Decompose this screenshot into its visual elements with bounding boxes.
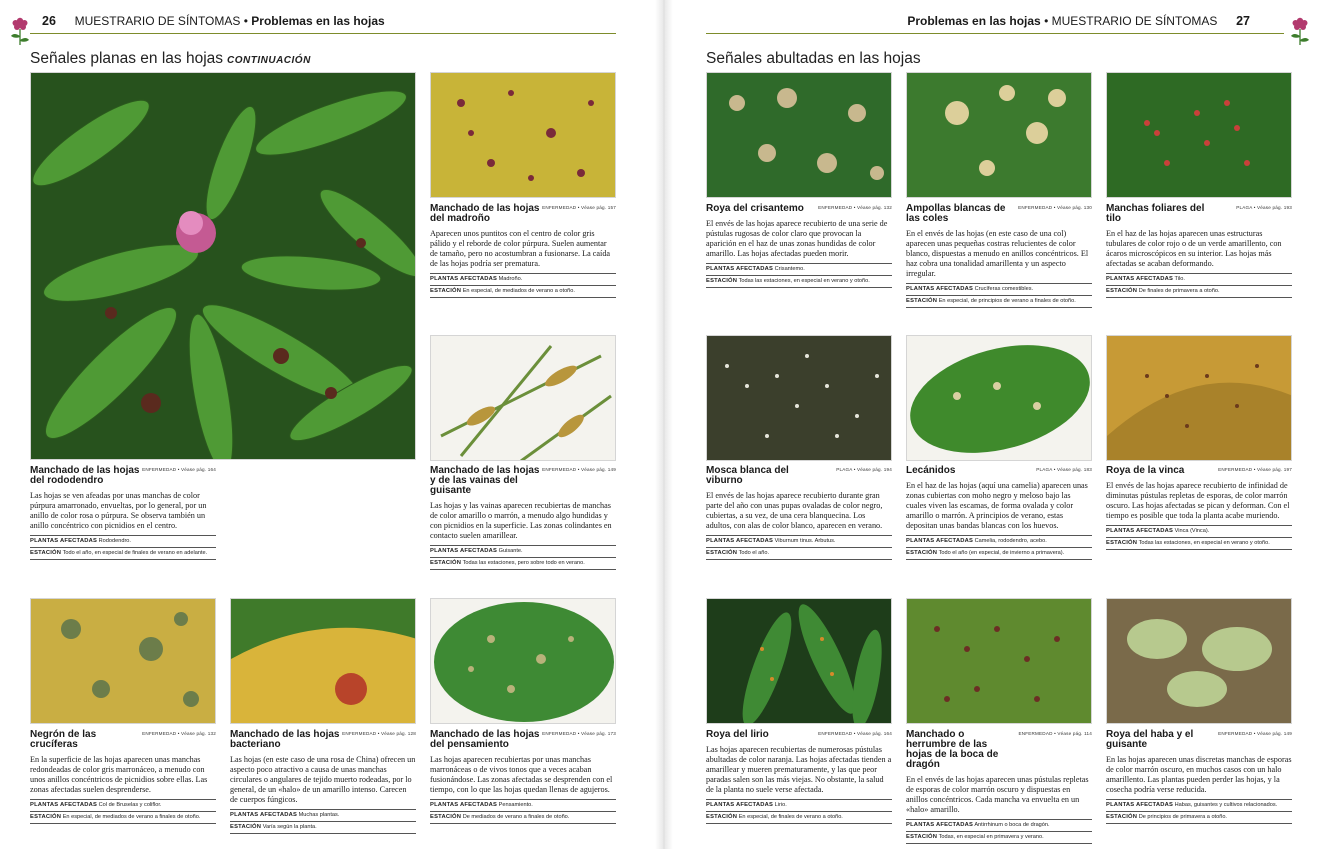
season-label: ESTACIÓN [230,824,262,830]
section-title [706,50,921,68]
entry-description: En el envés de las hojas aparecen unas pústulas repletas de esporas de color marrón oscuro y dispuestas en anillos concéntricos. Cada mancha va envuelta en un «halo» amarillo. [906,775,1089,814]
entry-title: Manchado de las hojas del pensamiento [430,729,540,750]
header-chapter: Problemas en las hojas [251,14,385,28]
entry-haba [1106,730,1292,824]
entry-tag: ENFERMEDAD • Véase pág. 173 [542,731,616,736]
photo-lirio [706,598,892,724]
entry-boca-dragon [906,730,1092,844]
plants-value: Crucíferas comestibles. [974,286,1034,292]
entry-meta [30,799,216,824]
entry-lecanidos [906,466,1092,560]
season-label: ESTACIÓN [906,550,938,556]
season-label: ESTACIÓN [706,550,738,556]
entry-tag: ENFERMEDAD • Véase pág. 149 [1218,731,1292,736]
entry-title: Roya del haba y el guisante [1106,729,1194,750]
entry-meta [906,283,1092,308]
section-title-text: Señales planas en las hojas [30,50,224,67]
photo-coles [906,72,1092,198]
entry-description: Las hojas (en este caso de una rosa de China) ofrecen un aspecto poco atractivo a causa de unas manchas circulares o angulares de tejido muerto rodeadas, por lo general, de un «halo» de un amarillo intenso. Carecen de cuerpos fúngicos. [230,755,416,804]
entry-title: Lecánidos [906,465,956,476]
plants-value: Vinca (Vinca). [1174,528,1210,534]
entry-cruciferas [30,730,216,824]
season-label: ESTACIÓN [906,298,938,304]
plants-label: PLANTAS AFECTADAS [906,538,974,544]
entry-pensamiento [430,730,616,824]
season-label: ESTACIÓN [1106,814,1138,820]
photo-madrono [430,72,616,198]
photo-guisante [430,335,616,461]
entry-tag: ENFERMEDAD • Véase pág. 132 [818,205,892,210]
entry-description: En el envés de las hojas (en este caso de una col) aparecen unas pequeñas costras relucientes de color blanco, dispuestas a menudo en anillos concéntricos. El haz cobra una tonalidad amarillenta y un aspecto irregular. [906,229,1089,278]
entry-tag: ENFERMEDAD • Véase pág. 164 [142,467,216,472]
section-title-suffix: CONTINUACIÓN [227,55,311,66]
section-title-text: Señales abultadas en las hojas [706,50,921,67]
plants-label: PLANTAS AFECTADAS [906,286,974,292]
plants-label: PLANTAS AFECTADAS [430,802,498,808]
season-label: ESTACIÓN [1106,540,1138,546]
entry-description: Aparecen unos puntitos con el centro de color gris pálido y el reborde de color púrpura. Suelen aumentar de tamaño, pero no acostumbran a fusionarse. La caída de las hojas podría ser prematura. [430,229,611,268]
entry-title: Roya de la vinca [1106,465,1185,476]
entry-description: En el haz de las hojas aparecen unas estructuras tubulares de color rojo o de un verde amarillento, con ácaros microscópicos en su interior. Las hojas más afectadas se acaban deformando. [1106,229,1282,268]
season-label: ESTACIÓN [706,278,738,284]
entry-description: Las hojas aparecen recubiertas por unas manchas marronáceas o de vivos tonos que a veces acaban fusionándose. Las zonas afectadas se desprenden con el tiempo, con lo que las hojas quedan llenas de agujeros. [430,755,613,794]
photo-cruciferas [30,598,216,724]
plants-value: Camelia, rododendro, acebo. [974,538,1047,544]
entry-tag: ENFERMEDAD • Véase pág. 132 [142,731,216,736]
plants-value: Guisante. [498,548,523,554]
entry-title: Manchado de las hojas y de las vainas del guisante [430,465,540,496]
season-value: Todas las estaciones, pero sobre todo en verano. [462,560,585,566]
photo-crisantemo [706,72,892,198]
plants-value: Antirrhinum o boca de dragón. [974,822,1050,828]
season-value: Todo el año. [738,550,770,556]
left-page [0,0,660,849]
photo-rododendro [30,72,416,460]
plants-label: PLANTAS AFECTADAS [706,538,774,544]
flower-icon [8,14,32,46]
header-section: MUESTRARIO DE SÍNTOMAS [1051,14,1218,28]
entry-title: Ampollas blancas de las coles [906,203,1006,224]
entry-description: Las hojas aparecen recubiertas de numerosas pústulas abultadas de color naranja. Las hojas afectadas tienden a amarillear y mueren prematuramente, y las que peor paradas salen son las más viejas. No obstante, la salud de la planta no suele verse afectada. [706,745,892,794]
plants-value: Rododendro. [98,538,131,544]
plants-label: PLANTAS AFECTADAS [1106,802,1174,808]
entry-tag: ENFERMEDAD • Véase pág. 128 [342,731,416,736]
season-value: De mediados de verano a finales de otoño. [462,814,570,820]
plants-label: PLANTAS AFECTADAS [430,548,498,554]
entry-title: Roya del crisantemo [706,203,804,214]
entry-description: En la superficie de las hojas aparecen unas manchas redondeadas de color gris marronáceo, a menudo con unos anillos concéntricos de picnidios sobre ellas. Las zonas afectadas suelen desprenderse. [30,755,208,794]
entry-title: Negrón de las crucíferas [30,729,97,750]
entry-rododendro [30,466,216,560]
entry-lirio [706,730,892,824]
season-value: Todo el año (en especial, de invierno a primavera). [938,550,1065,556]
season-label: ESTACIÓN [430,288,462,294]
entry-description: Las hojas y las vainas aparecen recubiertas de manchas de color amarillo o marrón, a menudo algo hundidas y con picnidios en la superficie. Las zonas colindantes en contacto suelen amarillear. [430,501,612,540]
entry-description: El envés de las hojas aparece recubierto de una serie de pústulas rugosas de color claro que provocan la aparición en el haz de unas zonas hundidas de color amarillo. Las hojas afectadas pueden morir. [706,219,888,258]
plants-value: Viburnum tinus. Arbutus. [774,538,836,544]
plants-label: PLANTAS AFECTADAS [706,266,774,272]
season-label: ESTACIÓN [430,560,462,566]
plants-label: PLANTAS AFECTADAS [1106,528,1174,534]
season-value: En especial, de mediados de verano a finales de otoño. [62,814,201,820]
entry-title: Roya del lirio [706,729,769,740]
entry-tag: ENFERMEDAD • Véase pág. 164 [818,731,892,736]
photo-viburno [706,335,892,461]
entry-meta [430,799,616,824]
season-label: ESTACIÓN [430,814,462,820]
entry-tag: PLAGA • Véase pág. 183 [1036,467,1092,472]
header-separator: • [243,14,248,28]
season-value: De finales de primavera a otoño. [1138,288,1220,294]
season-label: ESTACIÓN [1106,288,1138,294]
page-header [42,14,385,28]
section-title [30,50,311,68]
header-section: MUESTRARIO DE SÍNTOMAS [74,14,241,28]
entry-description: En el haz de las hojas (aquí una camelia) aparecen unas zonas cubiertas con moho negro y meloso bajo las cuales viven las escamas, de forma ovalada y color amarillo o marrón. A principios de verano, estas depositan unas bandas blancas con los huevos. [906,481,1088,530]
season-value: En especial, de principios de verano a finales de otoño. [938,298,1076,304]
entry-title: Manchado o herrumbre de las hojas de la boca de dragón [906,729,999,770]
right-page [668,0,1328,849]
plants-value: Pensamiento. [498,802,533,808]
entry-description: En las hojas aparecen unas discretas manchas de esporas de color marrón oscuro, en muchos casos con un halo amarillento. Las plantas pueden perder las hojas, y la cosecha podría verse reducida. [1106,755,1292,794]
entry-madrono [430,204,616,298]
entry-meta [1106,799,1292,824]
page-header [907,14,1250,28]
season-value: En especial, de mediados de verano a otoño. [462,288,575,294]
entry-tag: ENFERMEDAD • Véase pág. 149 [542,467,616,472]
photo-lecanidos [906,335,1092,461]
header-rule [30,33,616,34]
plants-label: PLANTAS AFECTADAS [430,276,498,282]
plants-label: PLANTAS AFECTADAS [1106,276,1174,282]
entry-tag: PLAGA • Véase pág. 194 [836,467,892,472]
plants-value: Crisantemo. [774,266,805,272]
page-number: 26 [42,14,56,28]
entry-meta [430,273,616,298]
season-value: De principios de primavera a otoño. [1138,814,1227,820]
plants-value: Muchas plantas. [298,812,340,818]
entry-coles [906,204,1092,308]
plants-label: PLANTAS AFECTADAS [30,802,98,808]
photo-haba [1106,598,1292,724]
entry-title: Manchado de las hojas del madroño [430,203,540,224]
entry-tag: ENFERMEDAD • Véase pág. 197 [1218,467,1292,472]
plants-value: Col de Bruselas y coliflor. [98,802,162,808]
header-chapter: Problemas en las hojas [907,14,1041,28]
photo-tilo [1106,72,1292,198]
plants-label: PLANTAS AFECTADAS [30,538,98,544]
header-separator: • [1044,14,1049,28]
season-label: ESTACIÓN [30,550,62,556]
entry-viburno [706,466,892,560]
season-value: Varía según la planta. [262,824,317,830]
photo-bacteriano [230,598,416,724]
entry-title: Manchado de las hojas del rododendro [30,465,140,486]
entry-tilo [1106,204,1292,298]
entry-meta [1106,525,1292,550]
entry-meta [1106,273,1292,298]
entry-meta [706,799,892,824]
photo-boca-dragon [906,598,1092,724]
entry-vinca [1106,466,1292,550]
entry-meta [230,809,416,834]
season-value: Todas las estaciones, en especial en verano y otoño. [1138,540,1270,546]
entry-meta [706,263,892,288]
season-value: Todas las estaciones, en especial en verano y otoño. [738,278,870,284]
entry-title: Manchas foliares del tilo [1106,203,1205,224]
entry-meta [30,535,216,560]
plants-value: Madroño. [498,276,523,282]
header-rule [706,33,1284,34]
entry-meta [430,545,616,570]
entry-description: Las hojas se ven afeadas por unas manchas de color púrpura amarronado, envueltas, por lo general, por un anillo de color rosa o púrpura. Se observa también un anillo concéntrico con picnidios en el centro. [30,491,207,530]
plants-label: PLANTAS AFECTADAS [230,812,298,818]
entry-meta [706,535,892,560]
season-value: Todo el año, en especial de finales de verano en adelante. [62,550,208,556]
entry-bacteriano [230,730,416,834]
entry-tag: ENFERMEDAD • Véase pág. 114 [1018,731,1092,736]
entry-title: Manchado de las hojas bacteriano [230,729,340,750]
season-value: Todas, en especial en primavera y verano. [938,834,1044,840]
plants-value: Habas, guisantes y cultivos relacionados. [1174,802,1278,808]
plants-value: Tilo. [1174,276,1185,282]
entry-meta [906,535,1092,560]
entry-guisante [430,466,616,570]
entry-description: El envés de las hojas aparece recubierto de infinidad de diminutas pústulas repletas de esporas, de color marrón oscuro. Las hojas afectadas se pican y deforman. Con el tiempo es posible que toda la planta acabe muriendo. [1106,481,1290,520]
season-label: ESTACIÓN [906,834,938,840]
entry-tag: ENFERMEDAD • Véase pág. 157 [542,205,616,210]
season-value: En especial, de finales de verano a otoño. [738,814,843,820]
plants-label: PLANTAS AFECTADAS [706,802,774,808]
page-number: 27 [1236,14,1250,28]
entry-crisantemo [706,204,892,288]
photo-pensamiento [430,598,616,724]
photo-vinca [1106,335,1292,461]
plants-label: PLANTAS AFECTADAS [906,822,974,828]
plants-value: Lirio. [774,802,787,808]
flower-icon [1288,14,1312,46]
entry-tag: PLAGA • Véase pág. 193 [1236,205,1292,210]
entry-tag: ENFERMEDAD • Véase pág. 130 [1018,205,1092,210]
season-label: ESTACIÓN [706,814,738,820]
entry-description: El envés de las hojas aparece recubierto durante gran parte del año con unas pupas ovaladas de color negro, cubiertas, a su vez, de una cera blanquecina. Los adultos, con alas de color blanco, aparecen en verano. [706,491,883,530]
entry-title: Mosca blanca del viburno [706,465,789,486]
entry-meta [906,819,1092,844]
season-label: ESTACIÓN [30,814,62,820]
